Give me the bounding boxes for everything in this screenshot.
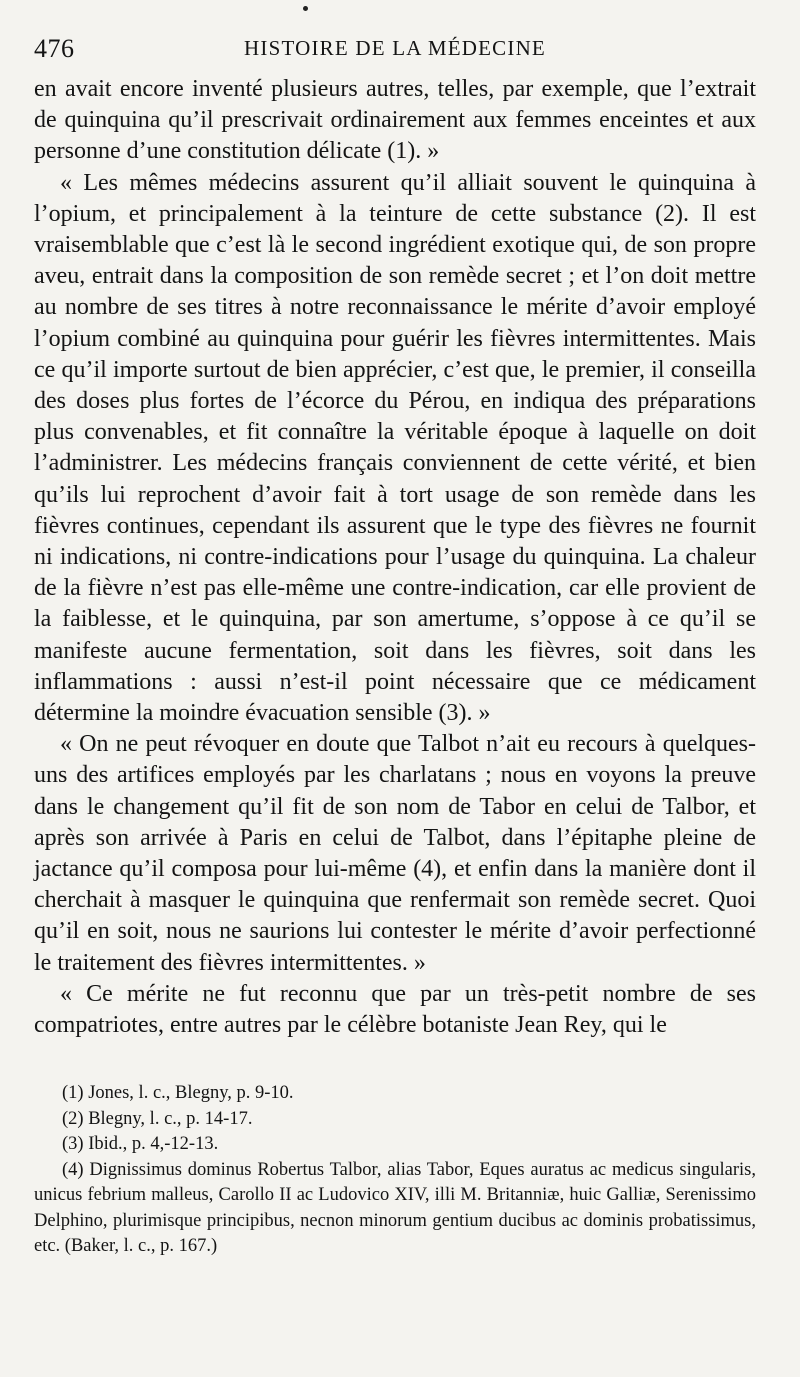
page-number: 476 <box>34 34 75 63</box>
running-title: HISTOIRE DE LA MÉDECINE <box>244 36 546 60</box>
paragraph: « On ne peut révoquer en doute que Talbot n’ait eu recours à quelques-uns des artifices employés par les charlatans ; nous en voyons la preuve dans le changement qu’il fit de son nom de Tabor en celui de Talbor, et après son arrivée à Paris en celui de Talbot, dans l’épitaphe pleine de jactance qu’il composa pour lui-même (4), et enfin dans la manière dont il cherchait à masquer le quinquina que renfermait son remède secret. Quoi qu’il en soit, nous ne saurions lui contester le mérite d’avoir perfectionné le traitement des fièvres intermittentes. » <box>34 731 756 976</box>
body-text <box>34 74 756 1041</box>
footnote: (1) Jones, l. c., Blegny, p. 9-10. <box>62 1083 294 1104</box>
footnotes <box>34 1081 756 1260</box>
paragraph: « Ce mérite ne fut reconnu que par un très-petit nombre de ses compatriotes, entre autres par le célèbre botaniste Jean Rey, qui le <box>34 980 756 1039</box>
footnote: (3) Ibid., p. 4,-12-13. <box>62 1134 219 1155</box>
paragraph: « Les mêmes médecins assurent qu’il alliait souvent le quinquina à l’opium, et principalement à la teinture de cette substance (2). Il est vraisemblable que c’est là le second ingrédient exotique qui, de son propre aveu, entrait dans la composition de son remède secret ; et l’on doit mettre au nombre de ses titres à notre reconnaissance le mérite d’avoir employé l’opium combiné au quinquina pour guérir les fièvres intermittentes. Mais ce qu’il importe surtout de bien apprécier, c’est que, le premier, il conseilla des doses plus fortes de l’écorce du Pérou, en indiqua des préparations plus convenables, et fit connaître la véritable époque à laquelle on doit l’administrer. Les médecins français conviennent de cette vérité, et bien qu’ils lui reprochent d’avoir fait à tort usage de son remède dans les fièvres continues, cependant ils assurent que le type des fièvres ne fournit ni indications, ni contre-indications pour l’usage du quinquina. La chaleur de la fièvre n’est pas elle-même une contre-indication, car elle provient de la faiblesse, et le quinquina, par son amertume, s’oppose à ce qu’il se manifeste aucune fermentation, soit dans les fièvres, soit dans les inflammations : aussi n’est-il point nécessaire que ce médicament détermine la moindre évacuation sensible (3). » <box>34 169 756 727</box>
footnote: (4) Dignissimus dominus Robertus Talbor, alias Tabor, Eques auratus ac medicus singularis, unicus febrium malleus, Carollo II ac Ludovico XIV, illi M. Britanniæ, huic Galliæ, Serenissimo Delphino, plurimisque principibus, necnon minorum gentium ducibus ac dominis probatissimus, etc. (Baker, l. c., p. 167.) <box>34 1159 756 1257</box>
footnote: (2) Blegny, l. c., p. 14-17. <box>62 1108 253 1129</box>
printing-mark <box>303 6 308 11</box>
running-head <box>34 30 756 68</box>
paragraph-continued: en avait encore inventé plusieurs autres, telles, par exemple, que l’extrait de quinquina qu’il prescrivait ordinairement aux femmes enceintes et aux personne d’une constitution délicate (1). » <box>34 76 756 165</box>
